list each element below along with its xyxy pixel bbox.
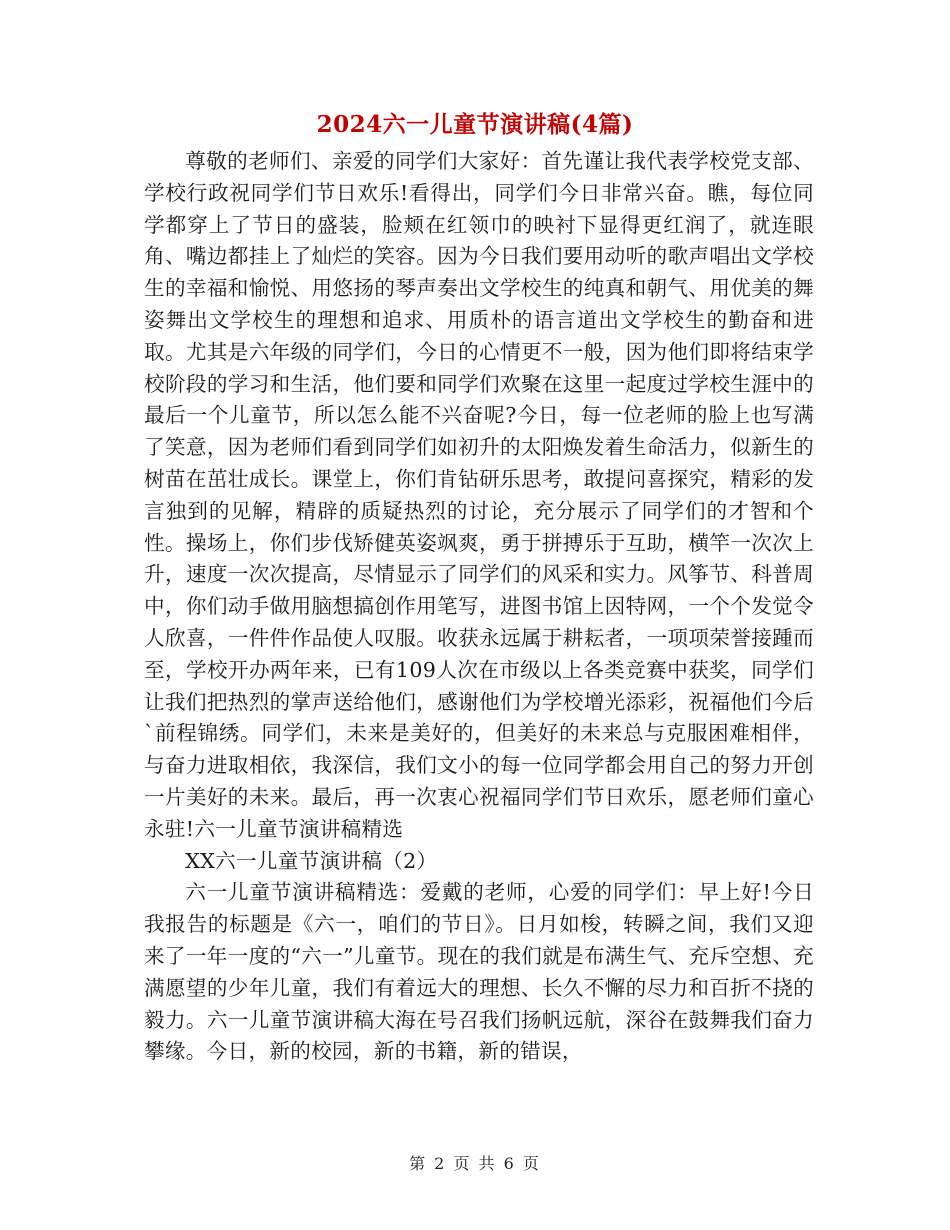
paragraph-speech-1: 尊敬的老师们、亲爱的同学们大家好：首先谨让我代表学校党支部、学校行政祝同学们节日欢乐!看得出，同学们今日非常兴奋。瞧，每位同学都穿上了节日的盛装，脸颊在红领巾的映衬下显得更红润了，就连眼角、嘴边都挂上了灿烂的笑容。因为今日我们要用动听的歌声唱出文学校生的幸福和愉悦、用悠扬的琴声奏出文学校生的纯真和朝气、用优美的舞姿舞出文学校生的理想和追求、用质朴的语言道出文学校生的勤奋和进取。尤其是六年级的同学们，今日的心情更不一般，因为他们即将结束学校阶段的学习和生活，他们要和同学们欢聚在这里一起度过学校生涯中的最后一个儿童节，所以怎么能不兴奋呢?今日，每一位老师的脸上也写满了笑意，因为老师们看到同学们如初升的太阳焕发着生命活力，似新生的树苗在茁壮成长。课堂上，你们肯钻研乐思考，敢提问喜探究，精彩的发言独到的见解，精辟的质疑热烈的讨论，充分展示了同学们的才智和个性。操场上，你们步伐矫健英姿飒爽，勇于拼搏乐于互助，横竿一次次上升，速度一次次提高，尽情显示了同学们的风采和实力。风筝节、科普周中，你们动手做用脑想搞创作用笔写，进图书馆上因特网，一个个发觉令人欣喜，一件件作品使人叹服。收获永远属于耕耘者，一项项荣誉接踵而至，学校开办两年来，已有109人次在市级以上各类竞赛中获奖，同学们让我们把热烈的掌声送给他们，感谢他们为学校增光添彩，祝福他们今后`前程锦绣。同学们，未来是美好的，但美好的未来总与克服困难相伴，与奋力进取相依，我深信，我们文小的每一位同学都会用自己的努力开创一片美好的未来。最后，再一次衷心祝福同学们节日欢乐，愿老师们童心永驻!六一儿童节演讲稿精选 bbox=[144, 149, 814, 841]
document-body bbox=[144, 146, 814, 1068]
document-title: 2024六一儿童节演讲稿(4篇) bbox=[316, 111, 634, 138]
page-number-footer: 第 2 页 共 6 页 bbox=[409, 1154, 541, 1173]
paragraph-speech-2: 六一儿童节演讲稿精选：爱戴的老师，心爱的同学们：早上好!今日我报告的标题是《六一，咱们的节日》。日月如梭，转瞬之间，我们又迎来了一年一度的“六一”儿童节。现在的我们就是布满生气、充斥空想、充满愿望的少年儿童，我们有着远大的理想、长久不懈的尽力和百折不挠的毅力。六一儿童节演讲稿大海在号召我们扬帆远航，深谷在鼓舞我们奋力攀缘。今日，新的校园，新的书籍，新的错误， bbox=[144, 880, 814, 1064]
section-heading-speech-2: XX六一儿童节演讲稿（2） bbox=[185, 848, 438, 873]
